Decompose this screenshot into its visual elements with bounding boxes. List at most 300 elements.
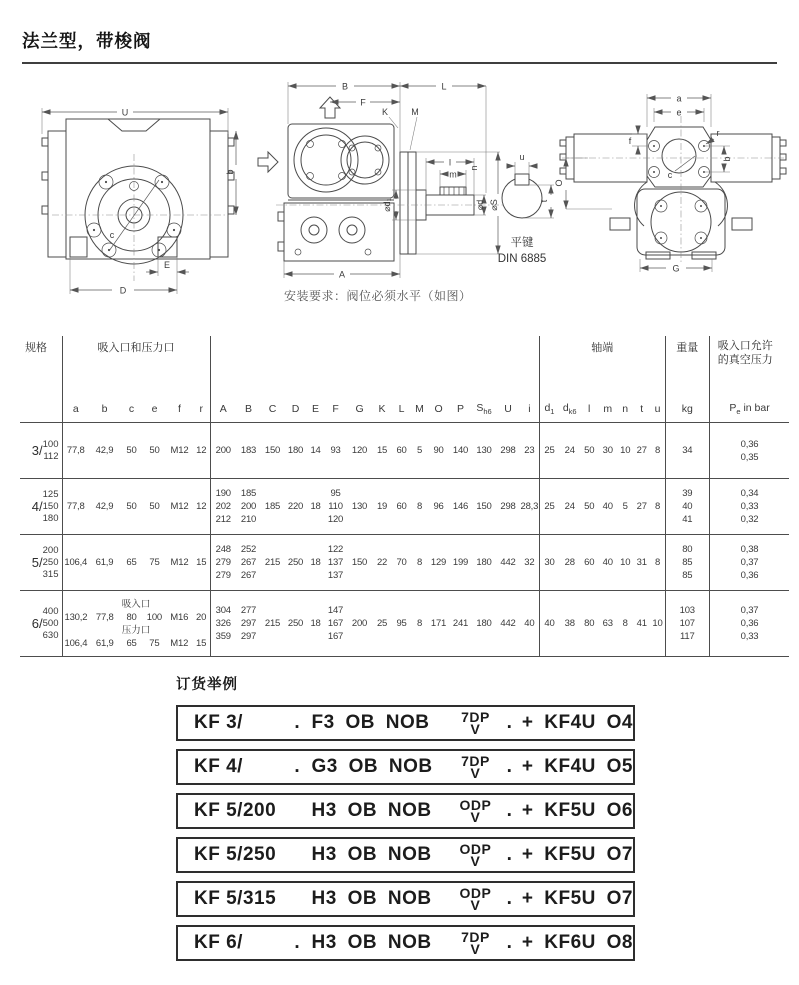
port-label: 压力口: [121, 624, 151, 636]
dim-line: [428, 543, 449, 556]
order-dot: .: [294, 932, 301, 954]
dim-line: 359: [215, 631, 231, 643]
dim-line: 18: [310, 557, 321, 569]
dim-line: 40: [524, 618, 535, 630]
suction-cell: 61,9: [89, 535, 120, 591]
order-stack-top: 7DP: [461, 753, 490, 770]
dim-line: 137: [327, 570, 344, 582]
dim-line: 297: [240, 618, 257, 630]
dim-line: 120: [327, 514, 344, 526]
dim-line: [372, 604, 392, 617]
vacuum-line: 0,36: [740, 618, 759, 630]
order-row: [176, 837, 635, 873]
letter-header: i: [520, 400, 539, 423]
dim-cell: [307, 479, 324, 535]
weight-line: 103: [679, 605, 695, 617]
dim-line: 215: [264, 557, 281, 569]
side-view-drawing: [268, 70, 560, 322]
dim-line: [284, 487, 307, 500]
dim-line: [449, 569, 472, 582]
suction-subgrid: [63, 598, 210, 650]
dim-line: 8: [416, 501, 423, 513]
letter-header: r: [193, 400, 210, 423]
order-code-left: KF 4/: [194, 756, 243, 778]
dim-cell: [324, 591, 347, 657]
dim-line: [284, 569, 307, 582]
order-code-right: + KF5U O7: [521, 888, 633, 910]
order-stack: [454, 841, 498, 870]
weight-line: 107: [679, 618, 695, 630]
letter-header: c: [120, 400, 143, 423]
dim-line: 147: [327, 605, 344, 617]
spec-prefix: 6/: [31, 616, 43, 632]
dim-line: [307, 630, 324, 643]
dim-line: 297: [240, 631, 257, 643]
dim-line: 150: [351, 557, 368, 569]
dim-line: [472, 569, 496, 582]
dim-line: [428, 569, 449, 582]
letter-header: E: [307, 400, 324, 423]
dim-cell: [284, 535, 307, 591]
dim-line: [496, 569, 520, 582]
letter-header: P: [449, 400, 472, 423]
dim-line: [428, 487, 449, 500]
dim-cell: [210, 591, 236, 657]
dim-label: c: [667, 170, 673, 180]
dim-line: 241: [452, 618, 469, 630]
subscript: h6: [483, 407, 492, 417]
dim-line: 18: [310, 618, 321, 630]
suction-cell: 42,9: [89, 423, 120, 479]
installation-note: 安装要求：阀位必须水平（如图）: [284, 289, 472, 303]
shaft-cell: 30: [598, 423, 617, 479]
dim-cell: 23: [520, 423, 539, 479]
letter-header: U: [496, 400, 520, 423]
dim-line: [284, 513, 307, 526]
dim-cell: 120: [347, 423, 372, 479]
suction-cell: 50: [120, 479, 143, 535]
spec-prefix: 3/: [31, 443, 43, 459]
dim-line: [307, 513, 324, 526]
dim-cell: 140: [449, 423, 472, 479]
dim-line: [449, 604, 472, 617]
shaft-cell: 38: [559, 591, 580, 657]
spec-sizes: [43, 545, 59, 581]
suction-value: 100: [146, 611, 163, 623]
order-row: [176, 705, 635, 741]
dim-line: 18: [310, 501, 321, 513]
dim-line: [449, 630, 472, 643]
header-weight-group: 重量: [665, 336, 709, 400]
dim-line: [372, 543, 392, 556]
letter-header: m: [598, 400, 617, 423]
dim-line: [411, 543, 428, 556]
suction-value: 20: [196, 611, 207, 623]
vacuum-line: 0,37: [740, 557, 759, 569]
order-dot: .: [506, 888, 513, 910]
dim-line: 130: [351, 501, 368, 513]
subscript: e: [736, 407, 741, 417]
suction-cell: 50: [143, 423, 166, 479]
dim-cell: [210, 479, 236, 535]
shaft-cell: 41: [633, 591, 650, 657]
subscript: k6: [568, 407, 577, 417]
weight-line: 34: [682, 445, 693, 457]
dim-line: 298: [500, 501, 516, 513]
letter-header: $d_1$: [539, 400, 559, 423]
weight-cell: [665, 535, 709, 591]
dim-line: 279: [215, 557, 231, 569]
shaft-cell: 5: [617, 479, 633, 535]
dim-line: 185: [264, 501, 281, 513]
dim-line: [372, 513, 392, 526]
dim-cell: [520, 535, 539, 591]
header-suction-group: 吸入口和压力口: [62, 336, 210, 400]
dim-line: 19: [376, 501, 388, 513]
spec-prefix: 4/: [31, 499, 43, 515]
dim-label: ⌀S: [489, 199, 499, 211]
order-code-left: KF 5/200: [194, 800, 277, 822]
shaft-cell: 28: [559, 535, 580, 591]
dim-label: m: [449, 169, 457, 180]
dim-label: O: [554, 179, 564, 187]
dim-label: r: [716, 128, 720, 138]
key-caption: DIN 6885: [497, 253, 547, 265]
weight-cell: [665, 479, 709, 535]
shaft-cell: 8: [650, 423, 665, 479]
shaft-cell: 27: [633, 479, 650, 535]
dim-line: [472, 513, 496, 526]
header-spec: 规格: [20, 336, 62, 400]
dim-cell: [411, 535, 428, 591]
header-shaft-group: 轴端: [539, 336, 665, 400]
rear-view-drawing: [552, 82, 796, 282]
dim-line: 22: [376, 557, 388, 569]
unit-kg: kg: [665, 400, 709, 423]
order-stack-top: 7DP: [461, 709, 490, 726]
shaft-cell: 24: [559, 479, 580, 535]
spec-table-body: [20, 423, 789, 657]
dim-line: 279: [215, 570, 231, 582]
letter-header: D: [284, 400, 307, 423]
dim-line: [472, 604, 496, 617]
dim-line: 277: [240, 605, 257, 617]
order-stack-top: ODP: [459, 885, 492, 902]
dim-line: [284, 604, 307, 617]
spec-cell: [20, 423, 62, 479]
dim-line: 146: [452, 501, 469, 513]
shaft-cell: 63: [598, 591, 617, 657]
letter-header: M: [411, 400, 428, 423]
dim-cell: [236, 535, 261, 591]
dim-line: 220: [287, 501, 304, 513]
letter-header: B: [236, 400, 261, 423]
suction-cell: M12: [166, 535, 193, 591]
dim-label: A: [338, 269, 346, 280]
shaft-cell: 10: [650, 591, 665, 657]
weight-line: 117: [680, 631, 695, 643]
order-code-left: KF 5/315: [194, 888, 277, 910]
dim-cell: [449, 591, 472, 657]
order-stack: [454, 929, 498, 958]
dim-cell: [520, 591, 539, 657]
dim-line: [411, 604, 428, 617]
dim-line: 8: [416, 618, 423, 630]
dim-line: [392, 630, 411, 643]
dim-label: l: [449, 157, 451, 168]
letter-header: t: [633, 400, 650, 423]
dim-line: 304: [215, 605, 231, 617]
table-letter-row: [20, 400, 789, 423]
dim-cell: [496, 591, 520, 657]
vacuum-line: 0,36: [740, 570, 759, 582]
dim-line: [307, 569, 324, 582]
dim-line: [520, 487, 539, 500]
suction-value: M16: [170, 611, 189, 623]
suction-value: 75: [149, 637, 160, 649]
dim-line: [284, 543, 307, 556]
dim-line: 185: [240, 488, 257, 500]
dim-cell: [449, 479, 472, 535]
dim-label: U: [121, 107, 129, 118]
dim-line: [307, 487, 324, 500]
dim-line: 25: [376, 618, 388, 630]
dim-cell: 298: [496, 423, 520, 479]
weight-line: 41: [682, 514, 693, 526]
letter-header: f: [166, 400, 193, 423]
shaft-cell: 40: [598, 535, 617, 591]
order-section-title: 订货举例: [176, 677, 238, 694]
dim-cell: [324, 479, 347, 535]
dim-label: L: [441, 81, 447, 92]
order-row: [176, 925, 635, 961]
dim-label: t: [539, 199, 549, 203]
dim-cell: [307, 535, 324, 591]
dim-line: [261, 569, 284, 582]
dim-line: [428, 604, 449, 617]
vacuum-line: 0,34: [740, 488, 759, 500]
suction-cell: 42,9: [89, 479, 120, 535]
dim-cell: [372, 591, 392, 657]
dim-line: [449, 543, 472, 556]
dim-cell: [347, 479, 372, 535]
dim-label: n: [469, 165, 479, 171]
dim-cell: 5: [411, 423, 428, 479]
dim-line: [347, 543, 372, 556]
dim-line: 129: [430, 557, 447, 569]
order-stack: [454, 753, 498, 782]
dim-cell: [261, 591, 284, 657]
dim-cell: [411, 591, 428, 657]
dim-line: [372, 487, 392, 500]
dim-line: 199: [452, 557, 469, 569]
letter-header: u: [650, 400, 665, 423]
letter-header: F: [324, 400, 347, 423]
vacuum-line: 0,32: [740, 514, 759, 526]
shaft-cell: 40: [539, 591, 559, 657]
shaft-cell: 31: [633, 535, 650, 591]
dim-line: [347, 569, 372, 582]
dim-label: b: [225, 169, 235, 175]
dim-line: [520, 604, 539, 617]
vacuum-cell: [709, 479, 789, 535]
dim-line: [261, 513, 284, 526]
order-row: [176, 749, 635, 785]
letter-header: G: [347, 400, 372, 423]
dim-line: 137: [327, 557, 344, 569]
order-row: [176, 881, 635, 917]
shaft-cell: 50: [580, 423, 598, 479]
dim-line: 200: [351, 618, 368, 630]
suction-value: M12: [170, 637, 189, 649]
dim-cell: [261, 535, 284, 591]
suction-cell: 65: [120, 535, 143, 591]
suction-cell: 106,4: [62, 535, 89, 591]
dim-line: [284, 630, 307, 643]
weight-line: 40: [682, 501, 693, 513]
spec-cell: [20, 591, 62, 657]
suction-value: 15: [196, 637, 207, 649]
dim-line: [472, 630, 496, 643]
dim-line: 248: [215, 544, 231, 556]
vacuum-cell: [709, 423, 789, 479]
spec-cell: [20, 479, 62, 535]
shaft-cell: 80: [580, 591, 598, 657]
order-stack-bottom: V: [470, 809, 481, 826]
order-stack: [454, 709, 498, 738]
dim-cell: [392, 479, 411, 535]
dim-line: [347, 604, 372, 617]
dim-cell: [347, 591, 372, 657]
dim-line: 190: [215, 488, 231, 500]
spec-table: [20, 336, 789, 657]
subscript: 1: [550, 407, 555, 417]
dim-line: 250: [287, 557, 304, 569]
spec-size: 315: [42, 568, 59, 580]
port-label: 吸入口: [121, 598, 151, 610]
spec-prefix: 5/: [31, 555, 43, 571]
dim-line: [472, 487, 496, 500]
dim-line: [449, 513, 472, 526]
dim-line: 442: [500, 618, 516, 630]
flow-arrow-icon: [320, 97, 340, 118]
dim-line: [347, 513, 372, 526]
order-dot: .: [506, 712, 513, 734]
vacuum-cell: [709, 535, 789, 591]
dim-label: G: [672, 263, 680, 274]
dim-label: c: [109, 230, 115, 240]
shaft-cell: 25: [539, 423, 559, 479]
table-header: [20, 336, 789, 423]
letter-header: A: [210, 400, 236, 423]
spec-size: 100: [42, 438, 59, 450]
table-group-header-row: [20, 336, 789, 400]
dim-line: 28,3: [520, 501, 539, 513]
dim-cell: [236, 479, 261, 535]
spec: [20, 606, 62, 642]
dim-cell: [261, 479, 284, 535]
dim-line: 267: [240, 570, 257, 582]
dim-cell: [496, 479, 520, 535]
shaft-cell: 8: [617, 591, 633, 657]
dim-line: [520, 630, 539, 643]
letter-header: C: [261, 400, 284, 423]
letter-header: a: [62, 400, 89, 423]
suction-cell: 77,8: [62, 423, 89, 479]
vacuum-line: 0,36: [740, 438, 759, 450]
dim-label: M: [411, 107, 419, 117]
shaft-cell: 8: [650, 479, 665, 535]
weight-line: 85: [682, 557, 693, 569]
dim-line: [428, 513, 449, 526]
dim-line: 215: [264, 618, 281, 630]
spec: [20, 439, 62, 463]
order-code-mid: G3 OB NOB: [311, 756, 433, 778]
dim-line: [392, 569, 411, 582]
dim-cell: [496, 535, 520, 591]
letter-header: $S_{h6}$: [472, 400, 496, 423]
dim-cell: [472, 535, 496, 591]
dim-line: 167: [327, 618, 344, 630]
dim-line: [392, 604, 411, 617]
suction-cell: [62, 591, 210, 657]
dim-cell: [428, 591, 449, 657]
table-row: [20, 423, 789, 479]
dim-line: 95: [330, 488, 341, 500]
dim-label: E: [163, 260, 171, 270]
letter-header: O: [428, 400, 449, 423]
order-dot: .: [506, 800, 513, 822]
dim-line: [307, 543, 324, 556]
dim-label: b: [722, 156, 732, 162]
spec-size: 630: [42, 629, 59, 641]
dim-line: 150: [476, 501, 492, 513]
weight-line: 85: [682, 570, 693, 582]
dim-line: [411, 569, 428, 582]
order-code-right: + KF5U O7: [521, 844, 633, 866]
dim-cell: 183: [236, 423, 261, 479]
order-stack-bottom: V: [470, 897, 481, 914]
spec-sizes: [43, 439, 59, 463]
order-dot: .: [506, 756, 513, 778]
dim-line: [261, 630, 284, 643]
dim-line: [307, 604, 324, 617]
vacuum-header-line: 吸入口允许: [717, 340, 773, 352]
order-list: [176, 705, 799, 961]
dim-cell: [210, 535, 236, 591]
spec-size: 150: [42, 500, 59, 512]
suction-value: 77,8: [95, 611, 114, 623]
table-row: [20, 479, 789, 535]
order-stack: [454, 797, 498, 826]
spec-size: 125: [42, 488, 59, 500]
dim-line: [372, 630, 392, 643]
dim-line: 250: [287, 618, 304, 630]
dim-cell: [520, 479, 539, 535]
dim-cell: 200: [210, 423, 236, 479]
spec-size: 500: [42, 617, 59, 629]
vacuum-line: 0,35: [740, 451, 759, 463]
front-view-drawing: [12, 76, 280, 298]
suction-cell: 50: [120, 423, 143, 479]
dim-cell: 90: [428, 423, 449, 479]
suction-cell: M12: [166, 423, 193, 479]
dim-line: 180: [476, 618, 492, 630]
dim-cell: 60: [392, 423, 411, 479]
order-code-right: + KF4U O4: [521, 712, 633, 734]
order-code-left: KF 6/: [194, 932, 243, 954]
dim-line: [449, 487, 472, 500]
